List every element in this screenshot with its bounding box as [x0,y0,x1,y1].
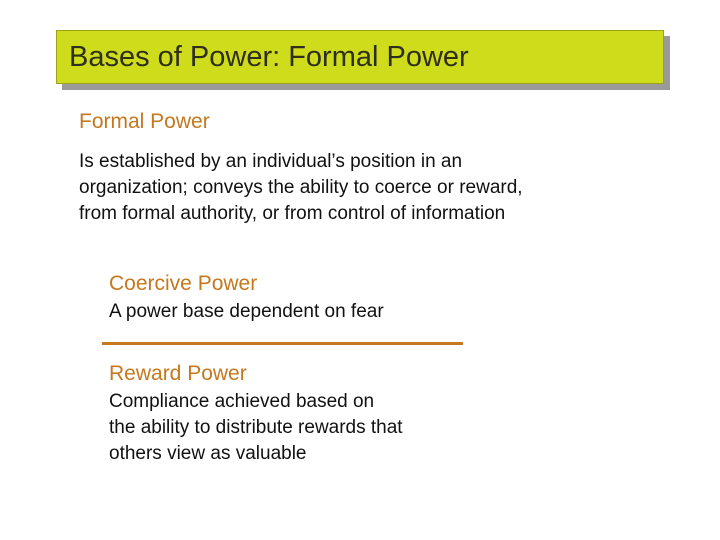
description-line: organization; conveys the ability to coerce or reward, [79,177,523,198]
section-divider [102,342,463,345]
description-line: from formal authority, or from control of information [79,203,506,224]
slide-title: Bases of Power: Formal Power [69,41,469,73]
definition-line: Compliance achieved based on [109,391,375,412]
coercive-power-definition [109,299,384,325]
title-banner [56,30,664,84]
description-line: Is established by an individual’s position in an [79,151,463,172]
subheading-coercive-power: Coercive Power [109,272,258,295]
reward-power-definition [109,389,403,467]
subheading-reward-power: Reward Power [109,362,247,385]
definition-line: A power base dependent on fear [109,301,384,322]
formal-power-description [79,149,639,227]
definition-line: the ability to distribute rewards that [109,417,403,438]
definition-line: others view as valuable [109,443,307,464]
section-heading-formal-power: Formal Power [79,110,210,133]
